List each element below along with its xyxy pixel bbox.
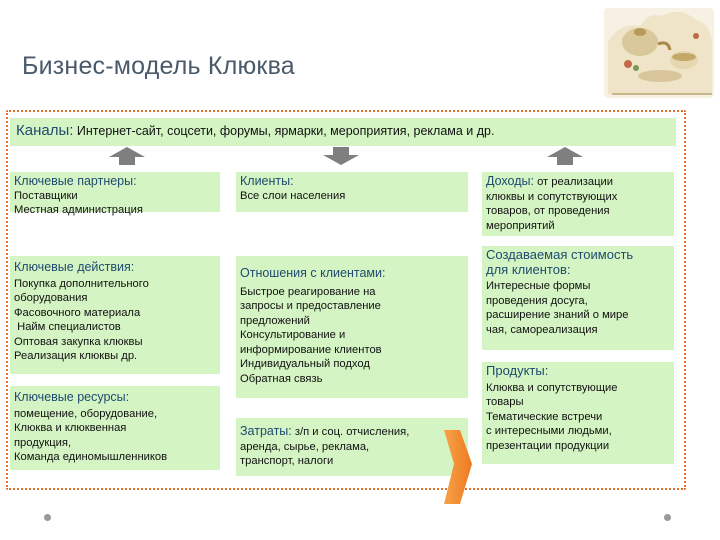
decorative-teapot-image: [600, 2, 718, 102]
costs-item: з/п и соц. отчисления,: [294, 426, 410, 438]
value-proposition-heading: Создаваемая стоимость: [486, 247, 634, 262]
key-activities-item: Покупка дополнительного: [14, 277, 149, 290]
right-arrow-icon: [440, 424, 474, 508]
revenue-item: от реализации: [537, 176, 613, 188]
clients-item: Все слои населения: [240, 189, 346, 202]
revenue-item: клюквы и сопутствующих: [486, 190, 618, 203]
key-activities-heading: Ключевые действия:: [14, 260, 135, 274]
key-partners-box: [10, 172, 220, 216]
customer-relations-heading: Отношения с клиентами:: [240, 266, 386, 280]
key-resources-box: [10, 386, 220, 470]
key-resources-heading: Ключевые ресурсы:: [14, 390, 130, 404]
customer-relations-item: Обратная связь: [240, 372, 323, 385]
costs-heading: Затраты:: [240, 424, 292, 438]
key-activities-item: Реализация клюквы др.: [14, 350, 138, 362]
up-arrow-icon: [546, 146, 584, 166]
revenue-item: мероприятий: [486, 219, 555, 232]
clients-heading: Клиенты:: [240, 174, 294, 188]
revenue-heading: Доходы:: [486, 174, 534, 188]
customer-relations-item: Консультирование и: [240, 329, 346, 341]
value-proposition-item: Интересные формы: [486, 280, 591, 292]
products-heading: Продукты:: [486, 363, 549, 378]
value-proposition-item: чая, самореализация: [486, 323, 598, 336]
channels-heading: Каналы:: [16, 122, 74, 139]
key-resources-item: Клюква и клюквенная: [14, 422, 127, 434]
products-item: презентации продукции: [486, 439, 610, 452]
products-box: [482, 362, 674, 464]
key-partners-item: Поставщики: [14, 189, 78, 202]
costs-box: [236, 418, 468, 476]
value-proposition-box: [482, 246, 674, 350]
decorative-dot: [664, 514, 671, 521]
clients-box: [236, 172, 468, 212]
decorative-dot: [44, 514, 51, 521]
key-activities-item: Оптовая закупка клюквы: [14, 335, 143, 348]
customer-relations-item: предложений: [240, 314, 310, 327]
down-arrow-icon: [322, 146, 360, 166]
key-resources-item: Команда единомышленников: [14, 451, 168, 463]
revenue-box: [482, 172, 674, 236]
value-proposition-item: проведения досуга,: [486, 294, 588, 307]
customer-relations-item: Индивидуальный подход: [240, 358, 370, 370]
key-activities-box: [10, 256, 220, 374]
key-activities-item: Найм специалистов: [14, 321, 121, 333]
customer-relations-box: [236, 256, 468, 398]
channels-text: Интернет-сайт, соцсети, форумы, ярмарки, мероприятия, реклама и др.: [76, 124, 495, 138]
products-item: с интересными людьми,: [486, 425, 612, 437]
products-item: товары: [486, 396, 524, 408]
key-activities-item: оборудования: [14, 292, 88, 304]
costs-item: транспорт, налоги: [240, 455, 334, 467]
key-partners-item: Местная администрация: [14, 204, 143, 216]
products-item: Клюква и сопутствующие: [486, 381, 618, 394]
value-proposition-item: расширение знаний о мире: [486, 309, 629, 321]
key-resources-item: помещение, оборудование,: [14, 407, 158, 420]
key-partners-heading: Ключевые партнеры:: [14, 174, 137, 188]
customer-relations-item: информирование клиентов: [240, 343, 382, 356]
page-title: Бизнес-модель Клюква: [22, 52, 295, 80]
value-proposition-heading: для клиентов:: [486, 261, 571, 277]
customer-relations-item: Быстрое реагирование на: [240, 285, 376, 298]
key-activities-item: Фасовочного материала: [14, 306, 141, 319]
customer-relations-item: запросы и предоставление: [240, 300, 381, 312]
revenue-item: товаров, от проведения: [486, 205, 610, 217]
up-arrow-icon: [108, 146, 146, 166]
products-item: Тематические встречи: [486, 410, 603, 423]
costs-item: аренда, сырье, реклама,: [240, 440, 370, 453]
channels-box: [10, 118, 676, 146]
key-resources-item: продукция,: [14, 436, 72, 449]
